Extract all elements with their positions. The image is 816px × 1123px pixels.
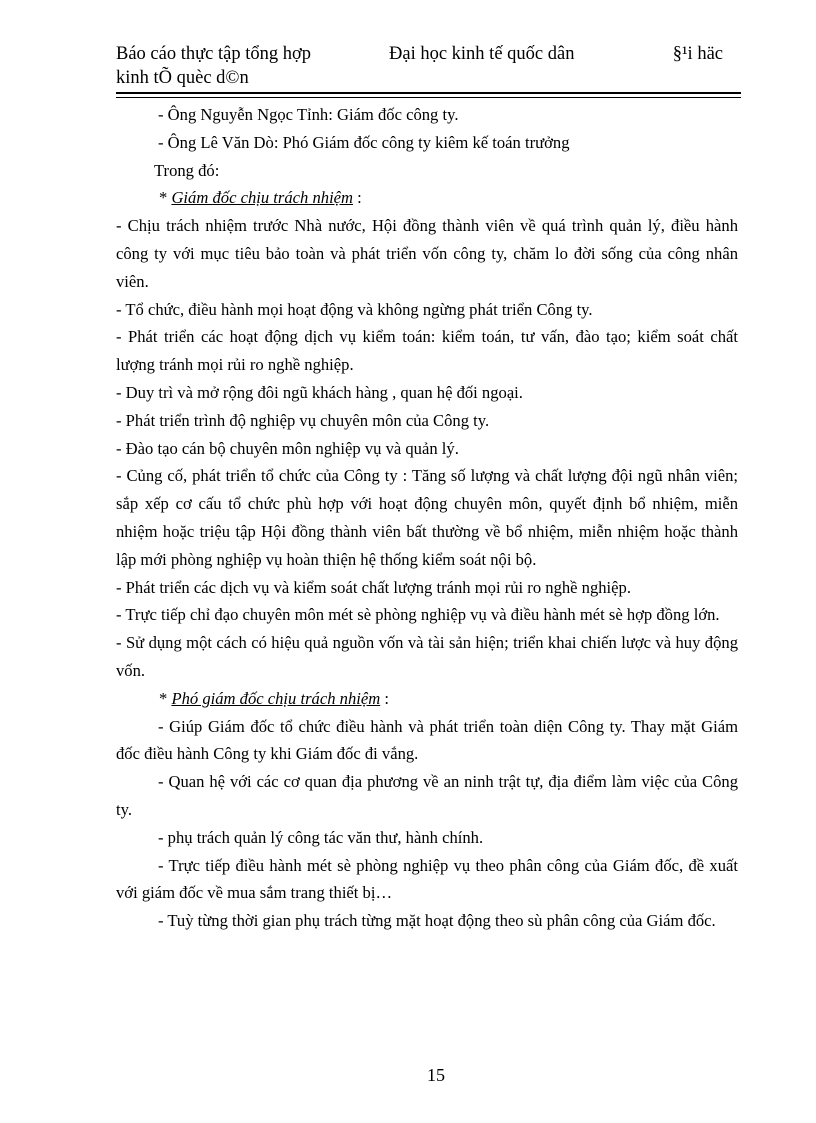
director-item: - Sử dụng một cách có hiệu quả nguồn vốn và tài sản hiện; triển khai chiến lược và huy động vốn. (116, 633, 738, 680)
director-item: - Phát triển các hoạt động dịch vụ kiểm toán: kiểm toán, tư vấn, đào tạo; kiểm soát chất lượng tránh mọi rủi ro nghề nghiệp. (116, 327, 738, 375)
header-legacy-text-line2: kinh tÕ quèc d©n (116, 68, 249, 88)
deputy-item: - Quan hệ với các cơ quan địa phương về an ninh trật tự, địa điểm làm việc của Công ty. (116, 772, 738, 819)
deputy-item: - Trực tiếp điều hành mét sè phòng nghiệp vụ theo phân công của Giám đốc, đề xuất với giám đốc về mua sắm trang thiết bị… (116, 855, 738, 903)
director-item: - Củng cố, phát triển tổ chức của Công ty : Tăng số lượng và chất lượng đội ngũ nhân viên; sắp xếp cơ cấu tổ chức phù hợp với hoạt động chuyên môn, quyết định bổ nhiệm, miễn nhiệm hoặc triệu tập Hội đồng thành viên bất thường về bổ nhiệm, miễn nhiệm hoặc thành lập mới phòng nghiệp vụ hoàn thiện hệ thống kiểm soát nội bộ. (116, 466, 738, 569)
trong-do-label: Trong đó: (154, 160, 220, 180)
document-body (116, 101, 738, 935)
director-heading (116, 184, 738, 212)
heading-suffix: : (380, 688, 389, 708)
header-legacy-text: §¹i häc (672, 44, 723, 64)
page-header (116, 42, 741, 94)
director-heading-title: Giám đốc chịu trách nhiệm (171, 188, 354, 208)
director-item: - Phát triển trình độ nghiệp vụ chuyên môn của Công ty. (116, 410, 490, 430)
director-item: - Duy trì và mở rộng đôi ngũ khách hàng , quan hệ đối ngoại. (116, 382, 523, 402)
header-report-title: Báo cáo thực tập tổng hợp (116, 44, 311, 64)
director-item: - Đào tạo cán bộ chuyên môn nghiệp vụ và quản lý. (116, 438, 459, 458)
header-university: Đại học kinh tế quốc dân (389, 44, 575, 64)
header-rule-thick (116, 92, 741, 94)
deputy-item: - Giúp Giám đốc tổ chức điều hành và phát triển toàn diện Công ty. Thay mặt Giám đốc điều hành Công ty khi Giám đốc đi vắng. (116, 716, 738, 764)
director-item: - Phát triển các dịch vụ và kiểm soát chất lượng tránh mọi rủi ro nghề nghiệp. (116, 577, 631, 597)
heading-suffix: : (353, 188, 362, 208)
director-item: - Trực tiếp chỉ đạo chuyên môn mét sè phòng nghiệp vụ và điều hành mét sè hợp đồng lớn. (116, 605, 720, 625)
leader-deputy: - Ông Lê Văn Dò: Phó Giám đốc công ty kiêm kế toán trưởng (158, 132, 570, 152)
deputy-item: - phụ trách quản lý công tác văn thư, hành chính. (158, 827, 484, 847)
director-item: - Tổ chức, điều hành mọi hoạt động và không ngừng phát triển Công ty. (116, 299, 593, 319)
director-item: - Chịu trách nhiệm trước Nhà nước, Hội đồng thành viên về quá trình quản lý, điều hành công ty với mục tiêu bảo toàn và phát triển vốn công ty, chăm lo đời sống của công nhân viên. (116, 216, 738, 291)
heading-star: * (159, 188, 172, 208)
deputy-heading (116, 685, 738, 713)
deputy-heading-title: Phó giám đốc chịu trách nhiệm (171, 688, 381, 708)
heading-star: * (159, 688, 172, 708)
leader-director: - Ông Nguyễn Ngọc Tỉnh: Giám đốc công ty. (158, 105, 459, 124)
page-number: 15 (427, 1065, 445, 1085)
header-rule-thin (116, 97, 741, 98)
deputy-item: - Tuỳ từng thời gian phụ trách từng mặt hoạt động theo sù phân công của Giám đốc. (158, 911, 716, 931)
